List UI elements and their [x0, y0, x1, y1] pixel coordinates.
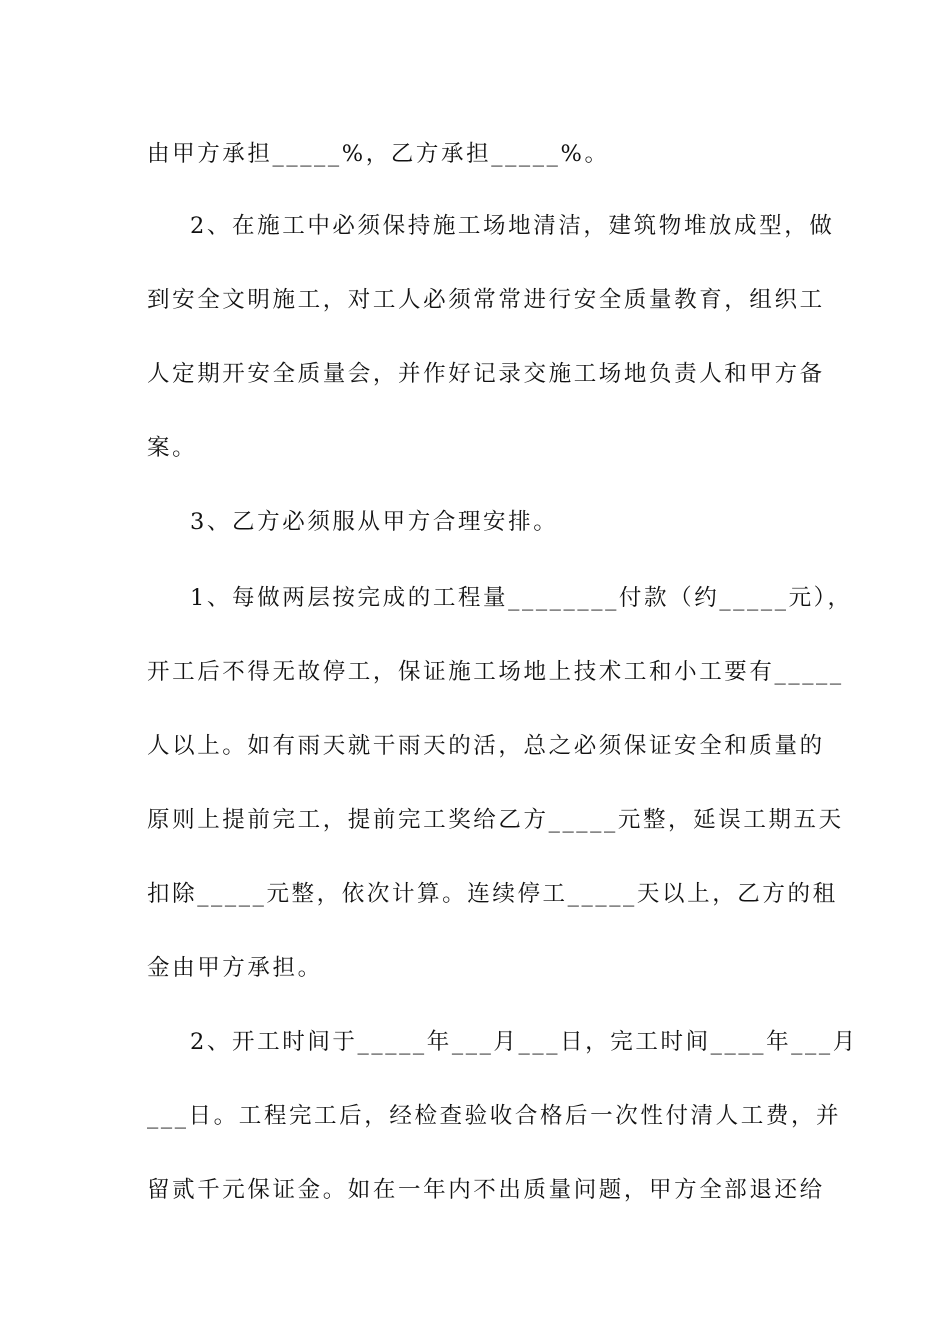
schedule-paragraph-line-2: ___日。工程完工后，经检查验收合格后一次性付清人工费，并: [147, 1103, 842, 1129]
paragraph-2-line-3: 人定期开安全质量会，并作好记录交施工场地负责人和甲方备: [147, 361, 825, 387]
payment-paragraph-line-5: 扣除_____元整，依次计算。连续停工_____天以上，乙方的租: [147, 881, 838, 907]
paragraph-2-line-1: 2、在施工中必须保持施工场地清洁，建筑物堆放成型，做: [190, 213, 835, 239]
schedule-paragraph-line-3: 留贰千元保证金。如在一年内不出质量问题，甲方全部退还给: [147, 1177, 825, 1203]
paragraph-3-line-1: 3、乙方必须服从甲方合理安排。: [190, 509, 559, 535]
text-line-1: 由甲方承担_____%，乙方承担_____%。: [147, 141, 610, 167]
paragraph-2-line-2: 到安全文明施工，对工人必须常常进行安全质量教育，组织工: [147, 287, 825, 313]
payment-paragraph-line-2: 开工后不得无故停工，保证施工场地上技术工和小工要有_____: [147, 659, 844, 685]
payment-paragraph-line-3: 人以上。如有雨天就干雨天的活，总之必须保证安全和质量的: [147, 733, 825, 759]
payment-paragraph-line-6: 金由甲方承担。: [147, 955, 323, 981]
paragraph-2-line-4: 案。: [147, 435, 198, 461]
payment-paragraph-line-1: 1、每做两层按完成的工程量________付款（约_____元），: [190, 585, 853, 611]
schedule-paragraph-line-1: 2、开工时间于_____年___月___日，完工时间____年___月: [190, 1029, 858, 1055]
payment-paragraph-line-4: 原则上提前完工，提前完工奖给乙方_____元整，延误工期五天: [147, 807, 844, 833]
